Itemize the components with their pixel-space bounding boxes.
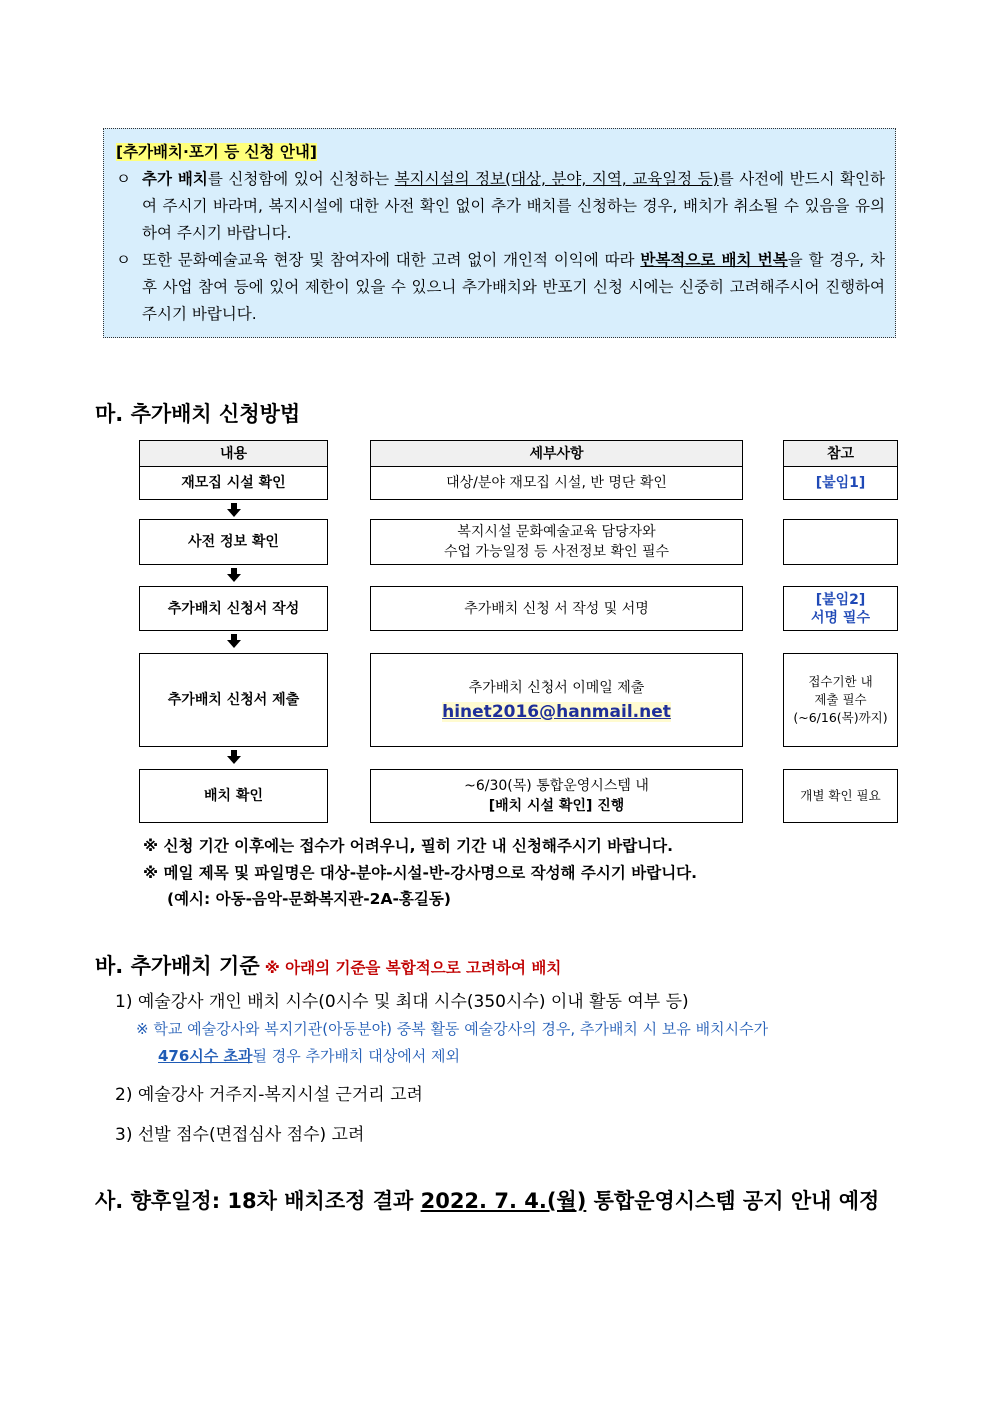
note-3: (예시: 아동-음악-문화복지관-2A-홍길동) — [167, 890, 451, 908]
criteria-item-2: 2) 예술강사 거주지-복지시설 근거리 고려 — [115, 1085, 423, 1105]
step-5-detail: ~6/30(목) 통합운영시스템 내 [배치 시설 확인] 진행 — [370, 769, 743, 823]
section-ba-heading: 바. 추가배치 기준 — [95, 954, 260, 978]
note-1: ※ 신청 기간 이후에는 접수가 어려우니, 필히 기간 내 신청해주시기 바랍니다. — [143, 837, 673, 855]
step-5-name: 배치 확인 — [139, 769, 328, 823]
arrow-down-icon — [226, 750, 242, 764]
criteria-note: ※ 학교 예술강사와 복지기관(아동분야) 중복 활동 예술강사의 경우, 추가배치 시 보유 배치시수가 476시수 초과될 경우 추가배치 대상에서 제외 — [136, 1020, 769, 1065]
bullet-mark: ㅇ — [116, 251, 131, 269]
notice-box — [103, 128, 896, 338]
announcement-date: 2022. 7. 4.(월) — [420, 1189, 587, 1213]
section-ma-heading: 마. 추가배치 신청방법 — [95, 402, 301, 426]
header-detail: 세부사항 — [370, 440, 743, 467]
criteria-item-1: 1) 예술강사 개인 배치 시수(0시수 및 최대 시수(350시수) 이내 활동 여부 등) — [115, 992, 689, 1012]
section-ba-heading-line — [95, 950, 561, 980]
notice-title: [추가배치·포기 등 신청 안내] — [116, 143, 317, 161]
arrow-down-icon — [226, 503, 242, 517]
step-4-name: 추가배치 신청서 제출 — [139, 653, 328, 747]
step-1-detail: 대상/분야 재모집 시설, 반 명단 확인 — [370, 466, 743, 500]
section-sa-line: 사. 향후일정: 18차 배치조정 결과 2022. 7. 4.(월) 통합운영시스템 공지 안내 예정 — [95, 1189, 880, 1213]
notice-bullet-2: ㅇ 또한 문화예술교육 현장 및 참여자에 대한 고려 없이 개인적 이익에 따라 반복적으로 배치 번복을 할 경우, 차후 사업 참여 등에 있어 제한이 있을 수 있으니 추가배치와 반포기 신청 시에는 신중히 고려해주시어 진행하여 주시기 바랍니다. — [116, 247, 885, 328]
arrow-down-icon — [226, 634, 242, 648]
step-1-name: 재모집 시설 확인 — [139, 466, 328, 500]
header-content: 내용 — [139, 440, 328, 467]
step-2-ref — [783, 519, 898, 565]
step-4-ref: 접수기한 내 제출 필수 (~6/16(목)까지) — [783, 653, 898, 747]
header-ref: 참고 — [783, 440, 898, 467]
arrow-down-icon — [226, 568, 242, 582]
step-1-ref: [붙임1] — [783, 466, 898, 500]
notice-bullet-1: ㅇ 추가 배치를 신청함에 있어 신청하는 복지시설의 정보(대상, 분야, 지역, 교육일정 등)를 사전에 반드시 확인하여 주시기 바라며, 복지시설에 대한 사전 확인 없이 추가 배치를 신청하는 경우, 배치가 취소될 수 있음을 유의하여 주시기 바랍니다. — [116, 166, 885, 247]
section-ba-sub: ※ 아래의 기준을 복합적으로 고려하여 배치 — [264, 959, 562, 977]
note-2: ※ 메일 제목 및 파일명은 대상-분야-시설-반-강사명으로 작성해 주시기 바랍니다. — [143, 864, 698, 882]
step-2-detail: 복지시설 문화예술교육 담당자와 수업 가능일정 등 사전정보 확인 필수 — [370, 519, 743, 565]
step-4-detail: 추가배치 신청서 이메일 제출 hinet2016@hanmail.net — [370, 653, 743, 747]
step-3-detail: 추가배치 신청 서 작성 및 서명 — [370, 586, 743, 631]
step-2-name: 사전 정보 확인 — [139, 519, 328, 565]
step-3-name: 추가배치 신청서 작성 — [139, 586, 328, 631]
step-3-ref: [붙임2] 서명 필수 — [783, 586, 898, 631]
criteria-item-3: 3) 선발 점수(면접심사 점수) 고려 — [115, 1125, 365, 1145]
bullet-mark: ㅇ — [116, 170, 131, 188]
email-link[interactable]: hinet2016@hanmail.net — [442, 701, 671, 722]
step-5-ref: 개별 확인 필요 — [783, 769, 898, 823]
